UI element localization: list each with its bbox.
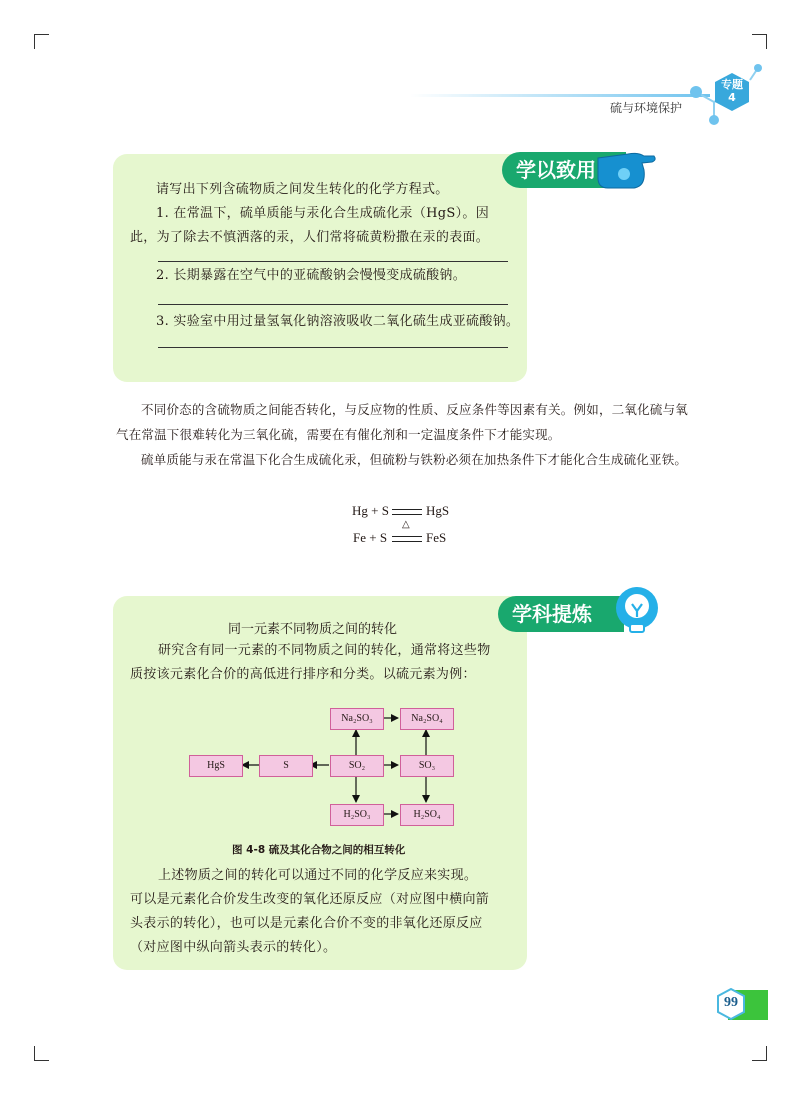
equation-1-product: HgS xyxy=(426,503,450,518)
body-paragraph-1: 不同价态的含硫物质之间能否转化，与反应物的性质、反应条件等因素有关。例如，二氧化硫与氧气在常温下很难转化为三氧化硫，需要在有催化剂和一定温度条件下才能实现。 xyxy=(116,402,688,442)
summary-outro-line-3: 头表示的转化），也可以是元素化合价不变的非氧化还原反应 xyxy=(130,916,483,931)
practice-item-1-line-1: 1. 在常温下，硫单质能与汞化合生成硫化汞（HgS）。因 xyxy=(156,206,490,221)
page-number-badge xyxy=(715,988,747,1020)
node-so3: SO₃ xyxy=(400,755,454,777)
node-s: S xyxy=(259,755,313,777)
practice-intro: 请写出下列含硫物质之间发生转化的化学方程式。 xyxy=(156,182,449,197)
summary-outro-line-1: 上述物质之间的转化可以通过不同的化学反应来实现。 xyxy=(158,868,478,883)
node-na2so4: Na₂SO₄ xyxy=(400,708,454,730)
practice-item-3: 3. 实验室中用过量氢氧化钠溶液吸收二氧化硫生成亚硫酸钠。 xyxy=(156,314,520,329)
node-hgs: HgS xyxy=(189,755,243,777)
summary-intro-line-1: 研究含有同一元素的不同物质之间的转化，通常将这些物 xyxy=(158,643,491,658)
badge-label: 专题 xyxy=(721,78,743,91)
summary-title: 同一元素不同物质之间的转化 xyxy=(228,622,398,637)
body-paragraph-2: 硫单质能与汞在常温下化合生成硫化汞，但硫粉与铁粉必须在加热条件下才能化合生成硫化亚铁。 xyxy=(141,452,688,467)
summary-intro-line-2: 质按该元素化合价的高低进行排序和分类。以硫元素为例： xyxy=(130,667,476,682)
chapter-title: 硫与环境保护 xyxy=(609,101,682,115)
equation-2-condition: △ xyxy=(402,519,410,530)
summary-outro-line-2: 可以是元素化合价发生改变的氧化还原反应（对应图中横向箭 xyxy=(130,892,490,907)
badge-number: 4 xyxy=(728,91,736,104)
equation-2-product: FeS xyxy=(426,530,447,545)
node-so2: SO₂ xyxy=(330,755,384,777)
summary-tag: 学科提炼 xyxy=(498,596,624,632)
practice-item-1-line-2: 此，为了除去不慎洒落的汞，人们常将硫黄粉撒在汞的表面。 xyxy=(130,230,490,245)
practice-item-2: 2. 长期暴露在空气中的亚硫酸钠会慢慢变成硫酸钠。 xyxy=(156,268,467,283)
node-h2so4: H₂SO₄ xyxy=(400,804,454,826)
equation-1-reactants: Hg + S xyxy=(352,503,389,518)
node-h2so3: H₂SO₃ xyxy=(330,804,384,826)
node-na2so3: Na₂SO₃ xyxy=(330,708,384,730)
figure-caption: 图 4-8 硫及其化合物之间的相互转化 xyxy=(232,844,406,856)
summary-outro-line-4: （对应图中纵向箭头表示的转化）。 xyxy=(130,940,337,955)
page-number: 99 xyxy=(724,995,738,1010)
equation-2-reactants: Fe + S xyxy=(353,530,388,545)
practice-tag: 学以致用 xyxy=(502,152,626,188)
